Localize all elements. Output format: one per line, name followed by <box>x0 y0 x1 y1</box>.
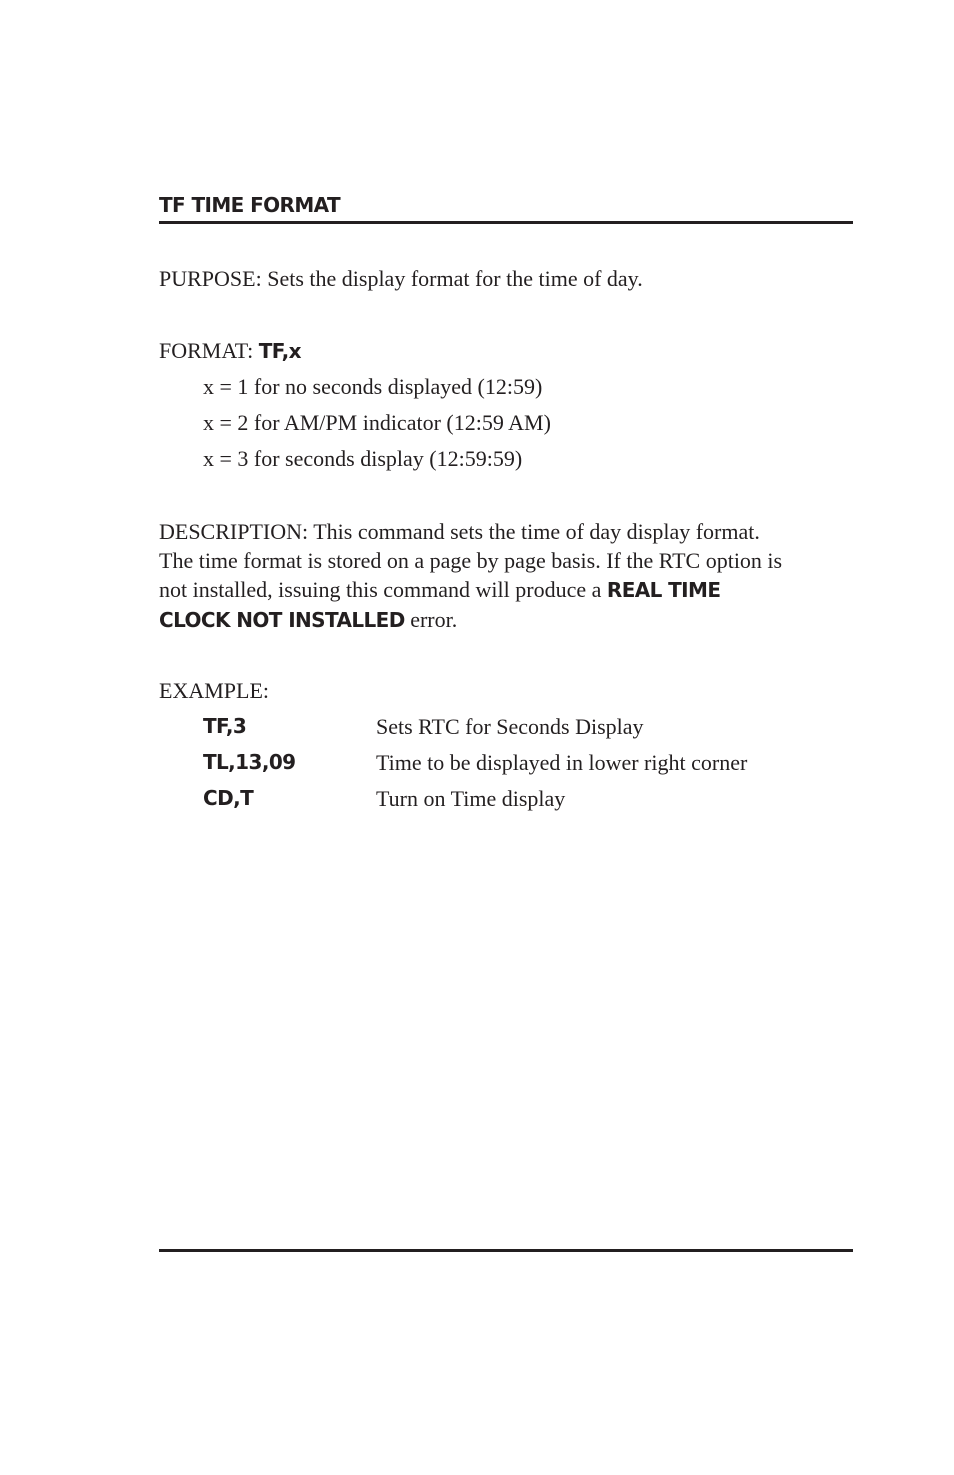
format-option: x = 1 for no seconds displayed (12:59) <box>203 374 543 399</box>
example-command: TL,13,09 <box>203 750 296 774</box>
description-block <box>159 517 859 635</box>
error-message-part-2: CLOCK NOT INSTALLED <box>159 608 405 632</box>
format-label: FORMAT: <box>159 338 254 363</box>
format-command: TF,x <box>258 339 301 363</box>
example-description: Time to be displayed in lower right corner <box>376 750 748 775</box>
description-line-4: CLOCK NOT INSTALLED error. <box>159 607 458 632</box>
format-option: x = 3 for seconds display (12:59:59) <box>203 446 523 471</box>
format-option: x = 2 for AM/PM indicator (12:59 AM) <box>203 410 551 435</box>
example-description: Sets RTC for Seconds Display <box>376 714 644 739</box>
purpose-text: Sets the display format for the time of day. <box>267 266 643 291</box>
description-label: DESCRIPTION: <box>159 519 309 544</box>
example-command: CD,T <box>203 786 254 810</box>
description-line-1: DESCRIPTION: This command sets the time of day display format. <box>159 519 760 544</box>
description-line-3: not installed, issuing this command will produce a REAL TIME <box>159 577 721 602</box>
error-message-part-1: REAL TIME <box>606 578 721 602</box>
purpose-line <box>159 264 643 293</box>
example-command: TF,3 <box>203 714 247 738</box>
example-description: Turn on Time display <box>376 786 566 811</box>
heading-rule <box>159 221 853 224</box>
example-label: EXAMPLE: <box>159 678 269 703</box>
format-line <box>159 336 301 366</box>
section-heading: TF TIME FORMAT <box>159 193 341 217</box>
footer-rule <box>159 1249 853 1252</box>
description-line-2: The time format is stored on a page by page basis. If the RTC option is <box>159 548 783 573</box>
purpose-label: PURPOSE: <box>159 266 262 291</box>
